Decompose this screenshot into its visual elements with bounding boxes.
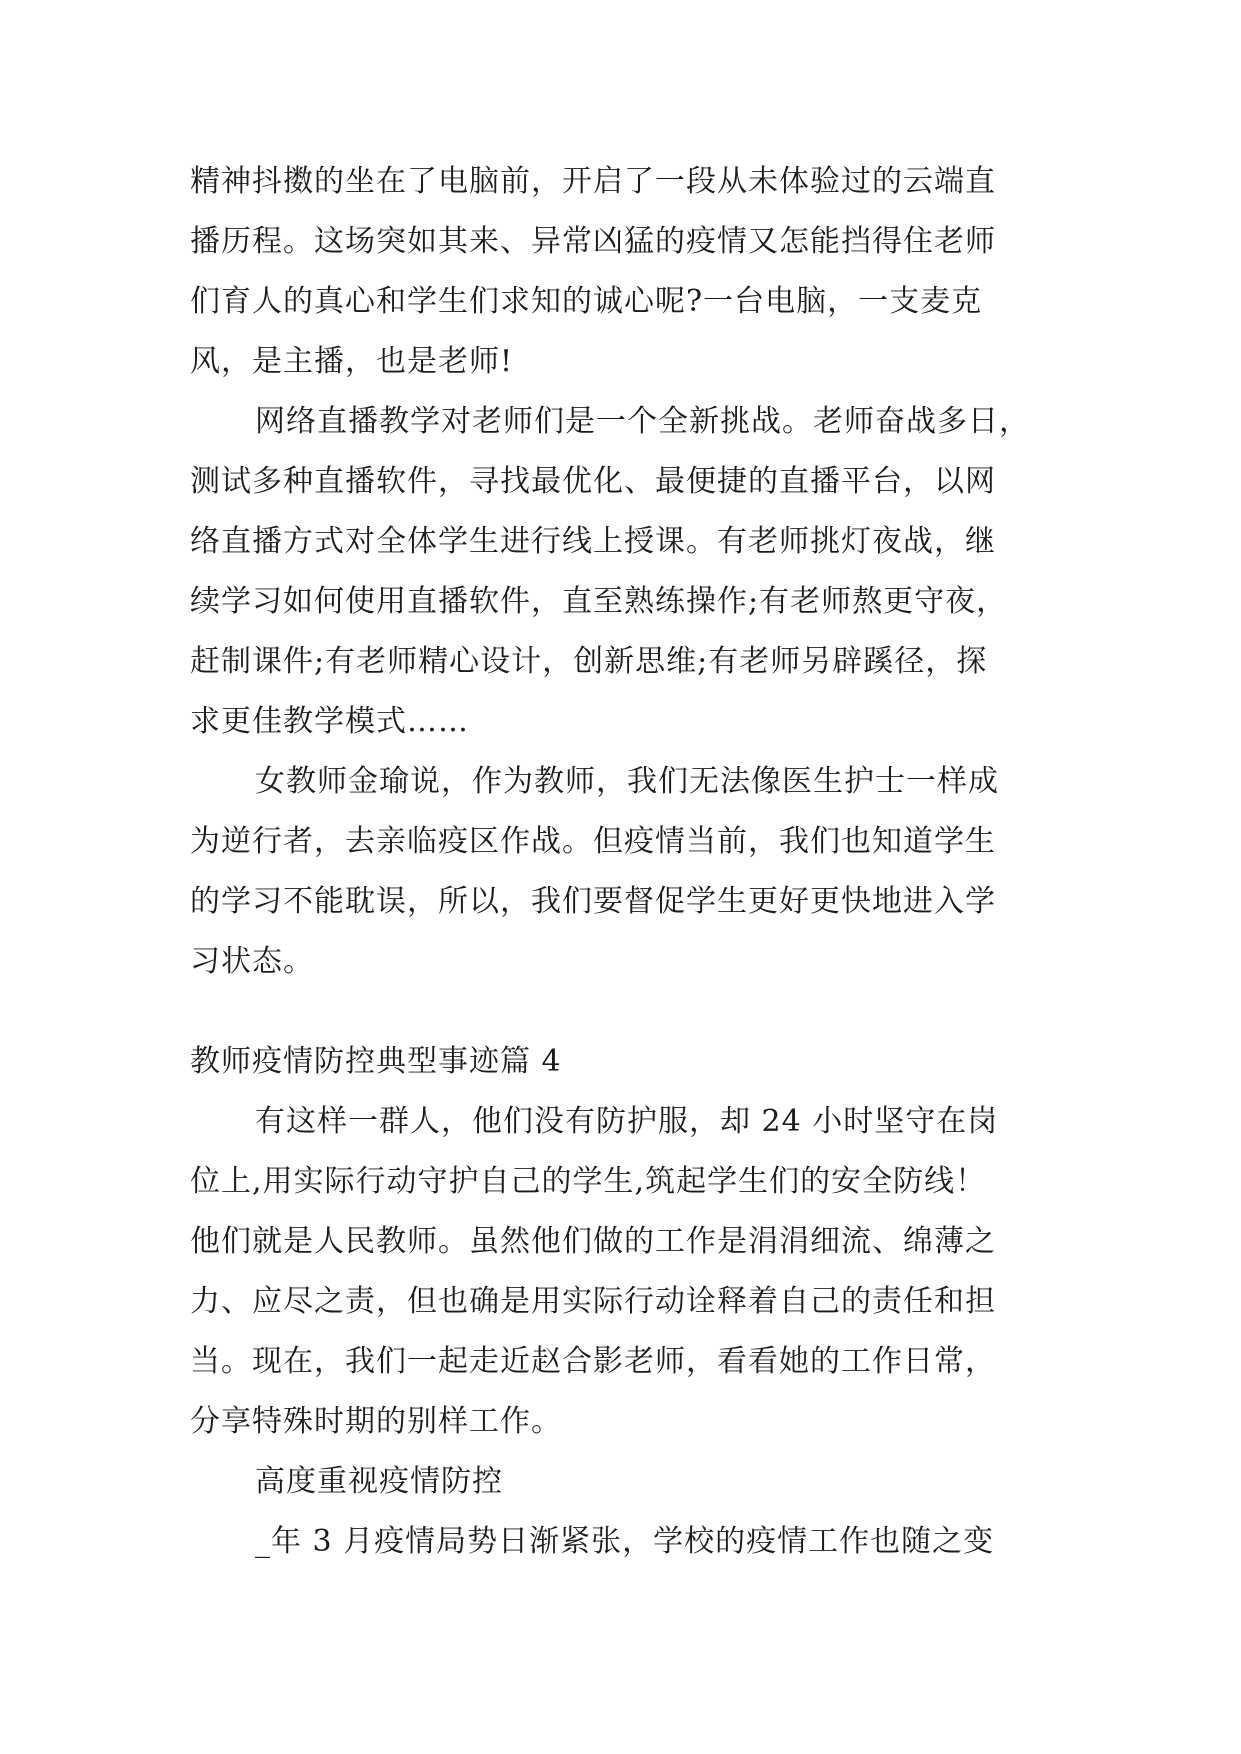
text-line: 为逆行者，去亲临疫区作战。但疫情当前，我们也知道学生: [190, 824, 996, 859]
text-line: 习状态。: [190, 944, 314, 979]
paragraph-start: _年 3 月疫情局势日渐紧张，学校的疫情工作也随之变: [255, 1524, 995, 1559]
paragraph-start: 女教师金瑜说，作为教师，我们无法像医生护士一样成: [255, 764, 999, 799]
text-line: 他们就是人民教师。虽然他们做的工作是涓涓细流、绵薄之: [190, 1224, 996, 1259]
text-line: 力、应尽之责，但也确是用实际行动诠释着自己的责任和担: [190, 1284, 996, 1319]
text-line: 络直播方式对全体学生进行线上授课。有老师挑灯夜战，继: [190, 524, 996, 559]
text-line: 风，是主播，也是老师!: [190, 344, 514, 379]
text-line: 们育人的真心和学生们求知的诚心呢?一台电脑，一支麦克: [190, 284, 983, 319]
text-line: 当。现在，我们一起走近赵合影老师，看看她的工作日常，: [190, 1344, 996, 1379]
text-line: 求更佳教学模式……: [190, 704, 469, 739]
text-line: 播历程。这场突如其来、异常凶猛的疫情又怎能挡得住老师: [190, 224, 996, 259]
text-line: 续学习如何使用直播软件，直至熟练操作;有老师熬更守夜，: [190, 584, 1008, 619]
paragraph-start: 有这样一群人，他们没有防护服，却 24 小时坚守在岗: [255, 1104, 999, 1139]
text-line: 测试多种直播软件，寻找最优化、最便捷的直播平台，以网: [190, 464, 996, 499]
text-line: 赶制课件;有老师精心设计，创新思维;有老师另辟蹊径，探: [190, 644, 988, 679]
text-line: 位上,用实际行动守护自己的学生,筑起学生们的安全防线！: [190, 1164, 987, 1199]
text-line: 精神抖擞的坐在了电脑前，开启了一段从未体验过的云端直: [190, 164, 996, 199]
text-line: 的学习不能耽误，所以，我们要督促学生更好更快地进入学: [190, 884, 996, 919]
subheading: 高度重视疫情防控: [255, 1464, 503, 1499]
text-line: 分享特殊时期的别样工作。: [190, 1404, 562, 1439]
section-heading: 教师疫情防控典型事迹篇 4: [190, 1044, 562, 1079]
paragraph-start: 网络直播教学对老师们是一个全新挑战。老师奋战多日，: [255, 404, 1030, 439]
